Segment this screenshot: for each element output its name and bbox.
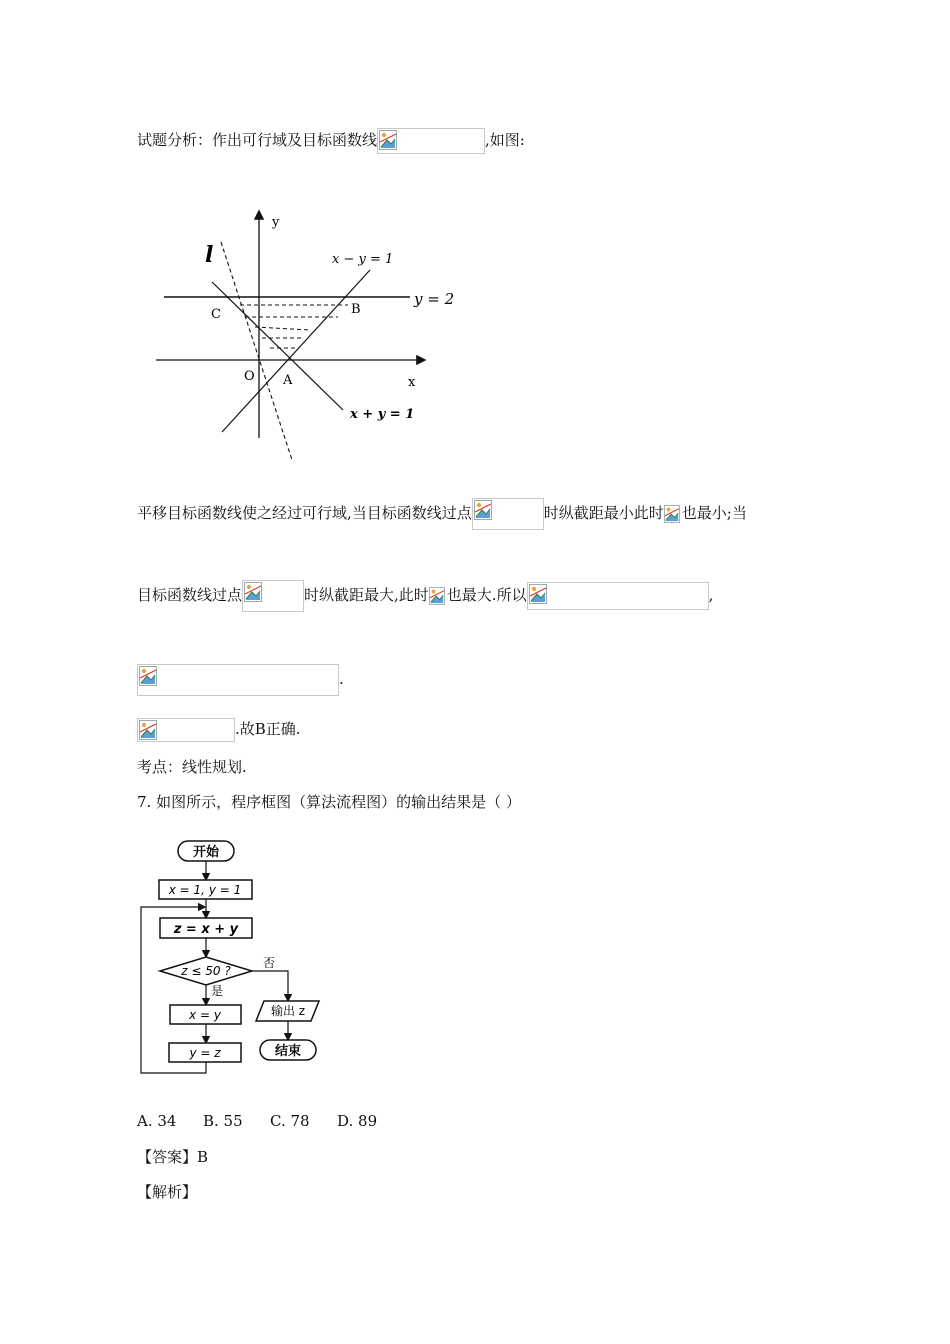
para1-text-c: 也最小;当 (681, 504, 747, 522)
objective-line-l (221, 242, 292, 460)
para3-text: . (339, 670, 344, 688)
formula-image-placeholder (527, 582, 709, 610)
paragraph-3 (137, 664, 344, 696)
paragraph-2 (137, 580, 713, 612)
paragraph-4 (137, 718, 301, 742)
formula-image-placeholder (137, 664, 339, 696)
broken-image-icon (429, 587, 445, 605)
broken-image-icon (139, 720, 157, 740)
line-l-label: l (205, 242, 214, 268)
para2-text-d: , (708, 586, 714, 604)
analysis-intro-text: 试题分析：作出可行域及目标函数线 (137, 131, 378, 149)
broken-image-icon (664, 505, 680, 523)
flow-yes-label: 是 (211, 984, 224, 998)
analysis-label: 【解析】 (137, 1183, 198, 1201)
line-x-plus-y (212, 282, 343, 410)
point-image-placeholder (242, 580, 304, 612)
y-axis-label: y (272, 215, 280, 230)
flow-assign-y-label: y = z (189, 1046, 221, 1060)
para1-text-b: 时纵截距最小此时 (543, 504, 664, 522)
flow-no-label: 否 (263, 956, 276, 970)
analysis-intro-line (137, 128, 525, 154)
para4-text: .故B正确. (235, 720, 301, 738)
paragraph-1 (137, 498, 747, 530)
broken-image-icon (139, 666, 157, 686)
variable-image-placeholder (429, 587, 447, 605)
flow-start-label: 开始 (192, 845, 220, 860)
answer-options (137, 1111, 377, 1131)
flowchart (136, 836, 326, 1076)
flow-assign-z-label: z = x + y (173, 922, 239, 937)
line-x-minus-y (222, 270, 370, 432)
flow-assign-x-label: x = y (189, 1008, 221, 1022)
flow-condition-label: z ≤ 50 ? (181, 964, 231, 978)
para1-text-a: 平移目标函数线使之经过可行域,当目标函数线过点 (137, 504, 472, 522)
option-c: C. 78 (270, 1112, 310, 1130)
variable-image-placeholder (664, 505, 682, 523)
label-x-minus-y: x − y = 1 (332, 252, 394, 267)
option-b: B. 55 (203, 1112, 243, 1130)
x-axis-label: x (408, 375, 416, 390)
question-7: 7. 如图所示，程序框图（算法流程图）的输出结果是（ ） (137, 793, 521, 811)
para2-text-a: 目标函数线过点 (137, 586, 243, 604)
point-b-label: B (351, 302, 361, 317)
flow-no-branch (252, 971, 288, 1000)
option-d: D. 89 (337, 1112, 378, 1130)
answer-label: 【答案】B (137, 1148, 209, 1166)
label-y-equals-2: y = 2 (414, 290, 455, 308)
formula-image-placeholder (137, 718, 235, 742)
option-a: A. 34 (137, 1112, 177, 1130)
label-x-plus-y: x + y = 1 (350, 407, 415, 422)
broken-image-icon (244, 582, 262, 602)
kaodian-line: 考点：线性规划. (137, 758, 247, 776)
flow-init-label: x = 1, y = 1 (168, 883, 242, 897)
point-a-label: A (283, 373, 293, 388)
broken-image-icon (379, 130, 397, 150)
point-o-label: O (244, 369, 255, 384)
analysis-intro-text-end: ,如图: (485, 131, 525, 149)
para2-text-b: 时纵截距最大,此时 (304, 586, 429, 604)
broken-image-icon (529, 584, 547, 604)
point-image-placeholder (472, 498, 544, 530)
flow-output-label: 输出 z (270, 1004, 306, 1018)
point-c-label: C (211, 307, 221, 322)
flow-end-label: 结束 (274, 1044, 302, 1059)
para2-text-c: 也最大.所以 (446, 586, 527, 604)
broken-image-icon (474, 500, 492, 520)
formula-image-placeholder (377, 128, 485, 154)
feasible-region-graph (150, 205, 480, 465)
hatch-line (255, 327, 310, 330)
